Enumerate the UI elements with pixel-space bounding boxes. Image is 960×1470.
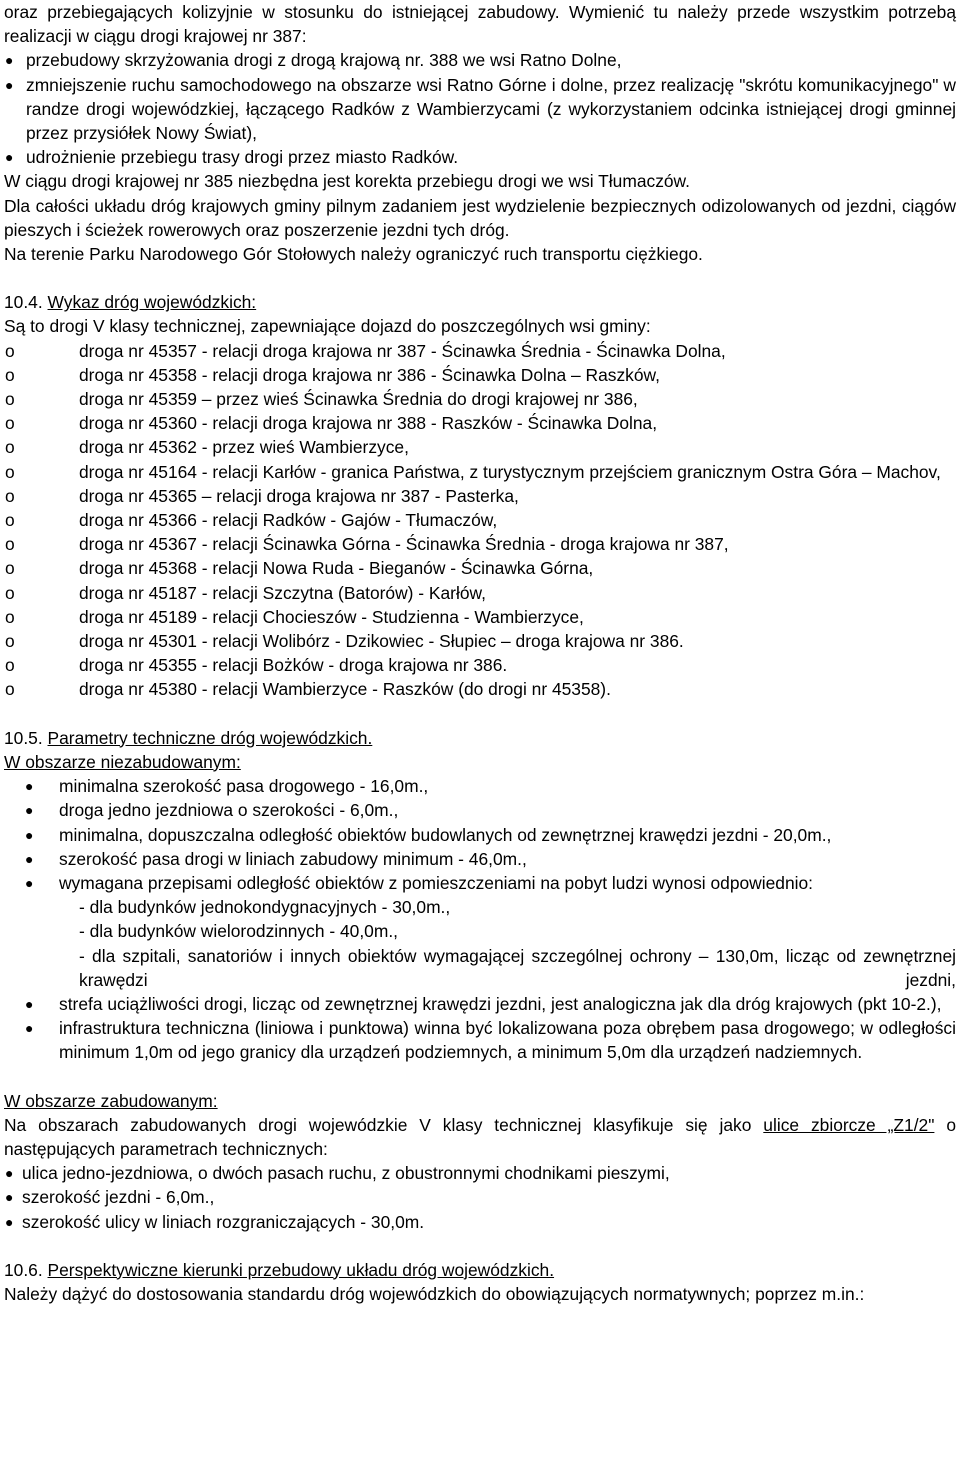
list-item: o droga nr 45367 - relacji Ścinawka Górna - Ścinawka Średnia - droga krajowa nr 387, bbox=[4, 532, 956, 556]
circle-marker-icon: o bbox=[5, 364, 15, 385]
list-item: o droga nr 45365 – relacji droga krajowa nr 387 - Pasterka, bbox=[4, 484, 956, 508]
street-class: ulice zbiorcze „Z1/2" bbox=[763, 1114, 935, 1135]
subheading-undeveloped-area: W obszarze niezabudowanym: bbox=[4, 751, 241, 772]
undeveloped-parameters-list bbox=[4, 774, 956, 895]
circle-marker-icon: o bbox=[5, 461, 15, 482]
circle-marker-icon: o bbox=[5, 606, 15, 627]
bullet-icon: ● bbox=[25, 874, 34, 891]
undeveloped-parameters-list-cont bbox=[4, 992, 956, 1065]
section-heading-10-4 bbox=[4, 290, 956, 314]
section-lead: Są to drogi V klasy technicznej, zapewniające dojazd do poszczególnych wsi gminy: bbox=[4, 316, 651, 337]
circle-marker-icon: o bbox=[5, 534, 15, 555]
circle-marker-icon: o bbox=[5, 558, 15, 579]
bullet-icon: ● bbox=[5, 52, 14, 69]
bullet-icon: ● bbox=[25, 1020, 34, 1037]
list-item: ● strefa uciążliwości drogi, licząc od zewnętrznej krawędzi jezdni, jest analogiczna jak dla dróg krajowych (pkt 10-2.), bbox=[4, 992, 956, 1016]
bullet-icon: ● bbox=[5, 1213, 14, 1230]
circle-marker-icon: o bbox=[5, 413, 15, 434]
bullet-icon: ● bbox=[5, 149, 14, 166]
list-item: o droga nr 45366 - relacji Radków - Gajów - Tłumaczów, bbox=[4, 508, 956, 532]
section-number: 10.4. bbox=[4, 292, 43, 313]
circle-marker-icon: o bbox=[5, 437, 15, 458]
distance-line: - dla budynków jednokondygnacyjnych - 30,0m., bbox=[79, 897, 451, 918]
voivodeship-roads-list bbox=[4, 339, 956, 702]
paragraph-road-385: W ciągu drogi krajowej nr 385 niezbędna jest korekta przebiegu drogi we wsi Tłumaczów. bbox=[4, 171, 690, 192]
list-item: o droga nr 45301 - relacji Wolibórz - Dzikowiec - Słupiec – droga krajowa nr 386. bbox=[4, 629, 956, 653]
document-page bbox=[4, 0, 956, 1306]
circle-marker-icon: o bbox=[5, 485, 15, 506]
bullet-icon: ● bbox=[25, 802, 34, 819]
intro-paragraph: oraz przebiegających kolizyjnie w stosunku do istniejącej zabudowy. Wymienić tu należy przede wszystkim potrzebą realizacji w ciągu drogi krajowej nr 387: bbox=[4, 2, 956, 47]
circle-marker-icon: o bbox=[5, 631, 15, 652]
section-paragraph: Należy dążyć do dostosowania standardu dróg wojewódzkich do obowiązujących normatywnych; poprzez m.in.: bbox=[4, 1283, 865, 1304]
section-heading-10-6 bbox=[4, 1258, 956, 1282]
paragraph-national-park: Na terenie Parku Narodowego Gór Stołowych należy ograniczyć ruch transportu ciężkiego. bbox=[4, 244, 703, 265]
circle-marker-icon: o bbox=[5, 389, 15, 410]
section-title: Perspektywiczne kierunki przebudowy układu dróg wojewódzkich. bbox=[47, 1259, 555, 1280]
list-item: o droga nr 45357 - relacji droga krajowa nr 387 - Ścinawka Średnia - Ścinawka Dolna, bbox=[4, 339, 956, 363]
list-item: ● szerokość ulicy w liniach rozgraniczających - 30,0m. bbox=[4, 1210, 956, 1234]
bullet-icon: ● bbox=[5, 1189, 14, 1206]
bullet-icon: ● bbox=[25, 850, 34, 867]
list-item: o droga nr 45358 - relacji droga krajowa nr 386 - Ścinawka Dolna – Raszków, bbox=[4, 363, 956, 387]
intro-bullet-list bbox=[4, 48, 956, 169]
list-item: ● zmniejszenie ruchu samochodowego na obszarze wsi Ratno Górne i dolne, przez realizację "skrótu komunikacyjnego" w randze drogi wojewódzkiej, łączącego Radków z Wambierzycami (z wykorzystaniem odcinka istniejącej drogi gminnej przez przysiółek Nowy Świat), bbox=[5, 74, 956, 144]
list-item: ● szerokość pasa drogi w liniach zabudowy minimum - 46,0m., bbox=[4, 847, 956, 871]
list-item: ● ulica jedno-jezdniowa, o dwóch pasach ruchu, z obustronnymi chodnikami pieszymi, bbox=[4, 1161, 956, 1185]
list-item: ● minimalna szerokość pasa drogowego - 16,0m., bbox=[4, 774, 956, 798]
circle-marker-icon: o bbox=[5, 582, 15, 603]
bullet-icon: ● bbox=[5, 76, 14, 93]
list-item: ● udrożnienie przebiegu trasy drogi przez miasto Radków. bbox=[4, 145, 956, 169]
list-item: o droga nr 45362 - przez wieś Wambierzyce, bbox=[4, 435, 956, 459]
circle-marker-icon: o bbox=[5, 679, 15, 700]
paragraph-pedestrian-paths: Dla całości układu dróg krajowych gminy pilnym zadaniem jest wydzielenie bezpiecznych odizolowanych od jezdni, ciągów pieszych i ścieżek rowerowych oraz poszerzenie jezdni tych dróg. bbox=[4, 195, 956, 240]
list-item: o droga nr 45355 - relacji Bożków - droga krajowa nr 386. bbox=[4, 653, 956, 677]
bullet-icon: ● bbox=[25, 995, 34, 1012]
list-item: ● infrastruktura techniczna (liniowa i punktowa) winna być lokalizowana poza obrębem pasa drogowego; w odległości minimum 1,0m od jego granicy dla urządzeń podziemnych, a minimum 5,0m dla urządzeń nadziemnych. bbox=[25, 1018, 956, 1063]
list-item: ● szerokość jezdni - 6,0m., bbox=[4, 1185, 956, 1209]
developed-parameters-list bbox=[4, 1161, 956, 1234]
section-heading-10-5 bbox=[4, 726, 956, 750]
bullet-icon: ● bbox=[25, 826, 34, 843]
list-item: ● droga jedno jezdniowa o szerokości - 6,0m., bbox=[4, 798, 956, 822]
subheading-developed-area: W obszarze zabudowanym: bbox=[4, 1090, 218, 1111]
section-title: Wykaz dróg wojewódzkich: bbox=[47, 292, 257, 313]
list-item: o droga nr 45164 - relacji Karłów - granica Państwa, z turystycznym przejściem granicznym Ostra Góra – Machov, bbox=[4, 460, 956, 484]
circle-marker-icon: o bbox=[5, 340, 15, 361]
circle-marker-icon: o bbox=[5, 655, 15, 676]
distance-line: - dla szpitali, sanatoriów i innych obiektów wymagającej szczególnej ochrony – 130,0m, licząc od zewnętrznej krawędzi jezdni, bbox=[79, 945, 956, 990]
list-item: o droga nr 45380 - relacji Wambierzyce - Raszków (do drogi nr 45358). bbox=[4, 677, 956, 701]
list-item: ● wymagana przepisami odległość obiektów z pomieszczeniami na pobyt ludzi wynosi odpowiednio: bbox=[4, 871, 956, 895]
list-item: o droga nr 45359 – przez wieś Ścinawka Średnia do drogi krajowej nr 386, bbox=[4, 387, 956, 411]
bullet-icon: ● bbox=[5, 1165, 14, 1182]
circle-marker-icon: o bbox=[5, 510, 15, 531]
list-item: o droga nr 45368 - relacji Nowa Ruda - Bieganów - Ścinawka Górna, bbox=[4, 556, 956, 580]
developed-area-paragraph: Na obszarach zabudowanych drogi wojewódzkie V klasy technicznej klasyfikuje się jako ulice zbiorcze „Z1/2" o następujących parametrach technicznych: bbox=[4, 1114, 956, 1159]
list-item: o droga nr 45360 - relacji droga krajowa nr 388 - Raszków - Ścinawka Dolna, bbox=[4, 411, 956, 435]
list-item: ● minimalna, dopuszczalna odległość obiektów budowlanych od zewnętrznej krawędzi jezdni - 20,0m., bbox=[4, 823, 956, 847]
list-item: o droga nr 45187 - relacji Szczytna (Batorów) - Karłów, bbox=[4, 581, 956, 605]
section-number: 10.5. bbox=[4, 727, 43, 748]
list-item: o droga nr 45189 - relacji Chocieszów - Studzienna - Wambierzyce, bbox=[4, 605, 956, 629]
section-number: 10.6. bbox=[4, 1259, 43, 1280]
distance-line: - dla budynków wielorodzinnych - 40,0m., bbox=[79, 921, 398, 942]
section-title: Parametry techniczne dróg wojewódzkich. bbox=[47, 727, 373, 748]
list-item: ● przebudowy skrzyżowania drogi z drogą krajową nr. 388 we wsi Ratno Dolne, bbox=[4, 48, 956, 72]
bullet-icon: ● bbox=[25, 778, 34, 795]
